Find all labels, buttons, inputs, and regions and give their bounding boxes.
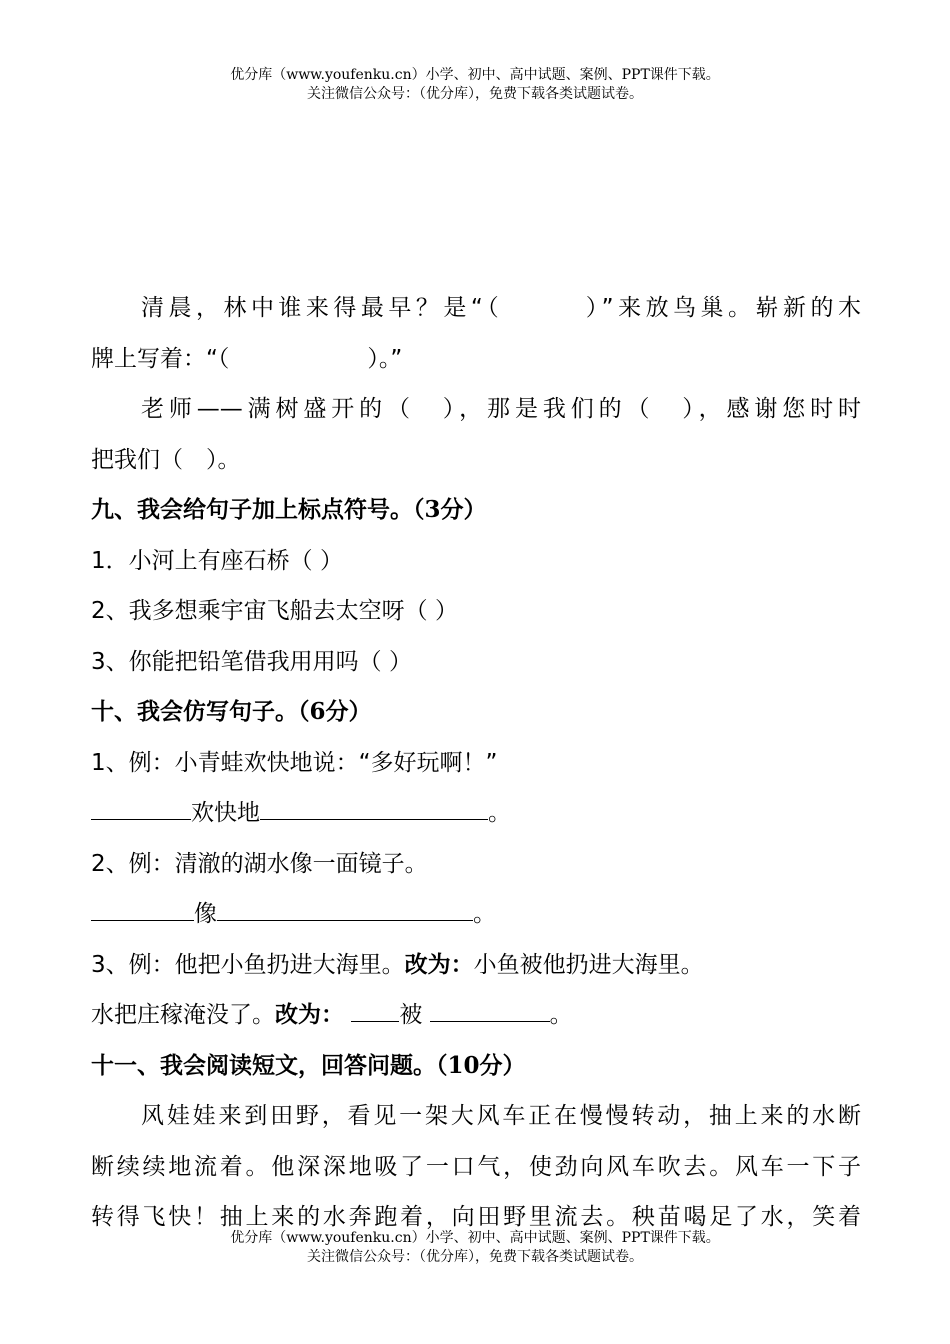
passage-line-3: 老师——满树盛开的（ ），那是我们的（ ），感谢您时时 — [141, 396, 861, 422]
section-10-example-2: 2、例：清澈的湖水像一面镜子。 — [91, 850, 428, 877]
section-10-answer-1 — [91, 788, 861, 839]
passage-line-2: 牌上写着：“（ ）。” — [91, 345, 403, 372]
change-to-label: 改为： — [404, 951, 474, 978]
answer-blank[interactable] — [430, 999, 550, 1022]
source-sentence: 水把庄稼淹没了。 — [91, 1002, 275, 1028]
change-to-label: 改为： — [275, 1002, 344, 1028]
reading-line-2: 断续续地流着。他深深地吸了一口气，使劲向风车吹去。风车一下子 — [91, 1153, 861, 1180]
answer-word: 像 — [194, 901, 217, 927]
answer-blank[interactable] — [217, 898, 473, 921]
page-header — [0, 66, 950, 104]
header-line-2: 关注微信公众号：（优分库），免费下载各类试题试卷。 — [307, 86, 643, 102]
section-10-example-3 — [91, 940, 861, 991]
reading-line-3: 转得飞快！抽上来的水奔跑着，向田野里流去。秧苗喝足了水，笑着 — [91, 1204, 861, 1230]
page-footer — [0, 1229, 950, 1267]
section-9-item-2: 2、我多想乘宇宙飞船去太空呀（ ） — [91, 598, 458, 624]
period: 。 — [549, 1002, 573, 1028]
example-sentence: 3、例：他把小鱼扔进大海里。 — [91, 951, 405, 978]
answer-blank[interactable] — [91, 797, 191, 820]
period: 。 — [473, 901, 496, 927]
section-9-title: 九、我会给句子加上标点符号。（3分） — [91, 496, 487, 523]
answer-blank[interactable] — [351, 999, 399, 1022]
footer-line-1: 优分库（www.youfenku.cn）小学、初中、高中试题、案例、PPT课件下载。 — [230, 1230, 720, 1246]
answer-blank[interactable] — [260, 797, 488, 820]
header-line-1: 优分库（www.youfenku.cn）小学、初中、高中试题、案例、PPT课件下载。 — [230, 67, 720, 83]
section-10-title: 十、我会仿写句子。（6分） — [91, 698, 372, 725]
section-10-answer-3 — [91, 990, 861, 1041]
passage-line-1: 清晨，林中谁来得最早？是“（ ）”来放鸟巢。崭新的木 — [141, 295, 861, 321]
answer-blank[interactable] — [91, 898, 194, 921]
passage-line-4: 把我们（ ）。 — [91, 446, 241, 473]
example-result: 小鱼被他扔进大海里。 — [473, 951, 704, 978]
section-10-example-1: 1、例：小青蛙欢快地说：“多好玩啊！” — [91, 749, 498, 776]
section-9-item-1: 1．小河上有座石桥（ ） — [91, 547, 343, 574]
exam-content — [91, 283, 861, 1243]
section-9-item-3: 3、你能把铅笔借我用用吗（ ） — [91, 648, 412, 675]
answer-word: 被 — [399, 1002, 423, 1028]
section-10-answer-2 — [91, 889, 861, 940]
period: 。 — [488, 800, 511, 826]
section-11-title: 十一、我会阅读短文，回答问题。（10分） — [91, 1051, 526, 1079]
reading-line-1: 风娃娃来到田野，看见一架大风车正在慢慢转动，抽上来的水断 — [141, 1103, 861, 1129]
answer-word: 欢快地 — [191, 800, 260, 826]
footer-line-2: 关注微信公众号：（优分库），免费下载各类试题试卷。 — [307, 1249, 643, 1265]
